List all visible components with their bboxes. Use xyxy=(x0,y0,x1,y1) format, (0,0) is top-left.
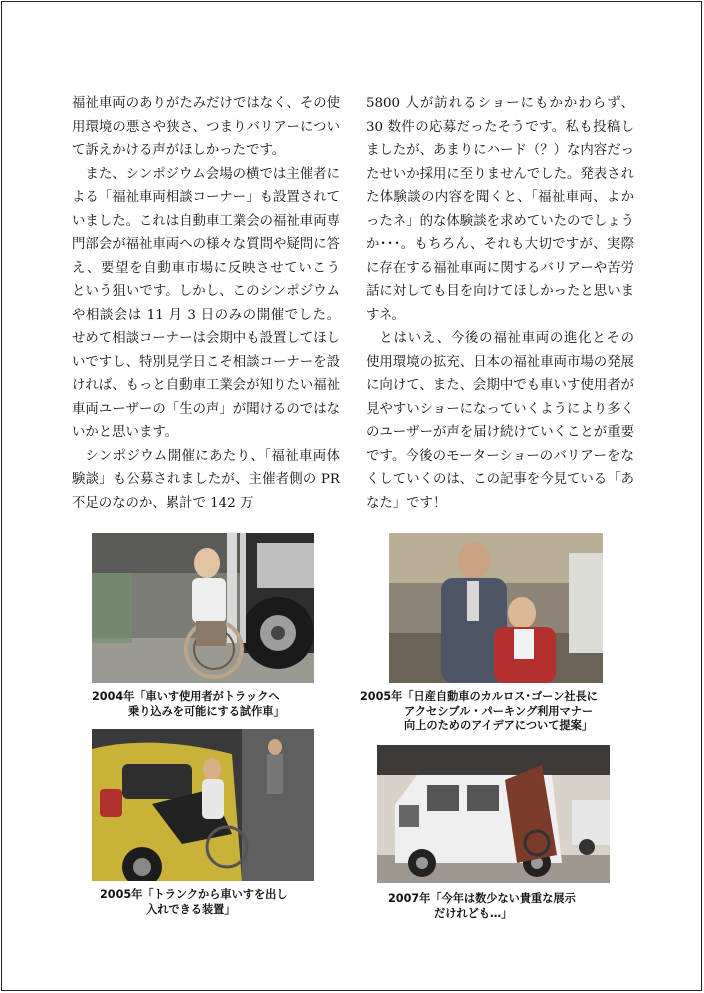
paragraph: とはいえ、今後の福祉車両の進化とその使用環境の拡充、日本の福祉車両市場の発展に向けて、また、会期中でも車いす使用者が見やすいショーになっていくようにより多くのユーザーが声を届け続けていくことが重要です。今後のモーターショーのバリアーをなくしていくのは、この記事を今見ている「あなた」です！ xyxy=(366,331,634,511)
photo-truck-wheelchair xyxy=(92,533,314,683)
caption-photo-4: 2007年「今年は数少ない貴重な展示 だけれども…」 xyxy=(388,892,576,920)
photo-handshake xyxy=(389,533,603,683)
caption-photo-1: 2004年「車いす使用者がトラックへ 乗り込みを可能にする試作車」 xyxy=(92,690,285,718)
paragraph: 福祉車両のありがたみだけではなく、その使用環境の悪さや狭さ、つまりバリアーについて訴えかける声がほしかったです。 xyxy=(72,96,340,158)
paragraph: シンポジウム開催にあたり、「福祉車両体験談」も公募されましたが、主催者側の PR 不足のなのか、累計で 142 万 xyxy=(72,448,340,511)
photo-white-van xyxy=(377,745,610,883)
photo-yellow-car xyxy=(92,729,314,881)
paragraph: 5800 人が訪れるショーにもかかわらず、30 数件の応募だったそうです。私も投稿しましたが、あまりにハード（？）な内容だったせいか採用に至りませんでした。発表された体験談の内容を聞くと、「福祉車両、よかったネ」的な体験談を求めていたのでしょうか･･･。もちろん、それも大切ですが、実際に存在する福祉車両に関するバリアーや苦労話に対しても目を向けてほしかったと思いますネ。 xyxy=(366,96,634,323)
paragraph: また、シンポジウム会場の横では主催者による「福祉車両相談コーナー」も設置されていました。これは自動車工業会の福祉車両専門部会が福祉車両への様々な質問や疑問に答え、要望を自動車市場に反映させていこうという狙いです。しかし、このシンポジウムや相談会は 11 月 3 日のみの開催でした。せめて相談コーナーは会期中も設置してほしいですし、特別見学日こそ相談コーナーを設ければ、もっと自動車工業会が知りたい福祉車両ユーザーの「生の声」が聞けるのではないかと思います。 xyxy=(72,166,340,440)
left-text-column xyxy=(72,92,340,515)
caption-photo-3: 2005年「トランクから車いすを出し 入れできる装置」 xyxy=(100,888,288,916)
right-text-column xyxy=(366,92,634,515)
caption-photo-2: 2005年「日産自動車のカルロス･ゴーン社長に アクセシブル・パーキング利用マナー 向上のためのアイデアについて提案」 xyxy=(360,690,598,732)
